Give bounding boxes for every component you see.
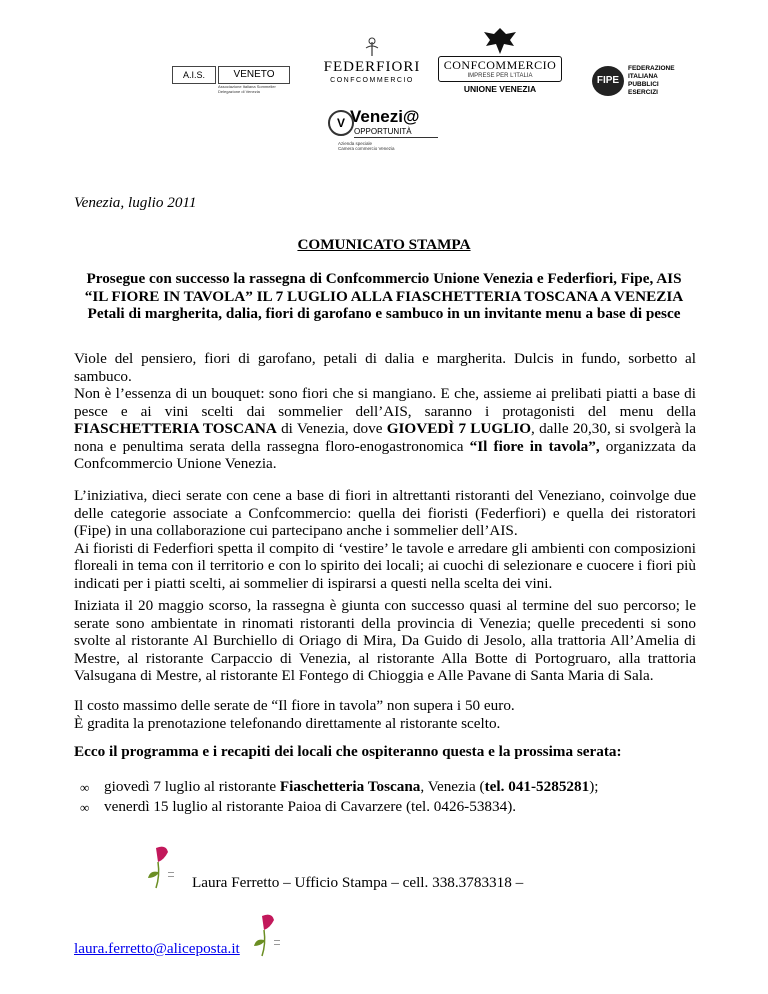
subhead-line: “IL FIORE IN TAVOLA” IL 7 LUGLIO ALLA FIASCHETTERIA TOSCANA A VENEZIA [84,287,684,305]
ais-logo-sub1: Associazione Italiana Sommelier [218,84,276,89]
fipe-logo-line: PUBBLICI [628,81,659,88]
press-office-signature: Laura Ferretto – Ufficio Stampa – cell. 338.3783318 – [192,874,524,891]
fipe-logo-title: FIPE [592,66,624,96]
ais-logo-sub2: Delegazione di Venezia [218,89,260,94]
confcommercio-logo-sub: IMPRESE PER L'ITALIA [467,73,533,79]
subhead-line: Petali di margherita, dalia, fiori di garofano e sambuco in un invitante menu a base di pesce [87,305,681,322]
paragraph-text: È gradita la prenotazione telefonando direttamente al ristorante scelto. [74,714,501,732]
restaurant-name: FIASCHETTERIA TOSCANA [74,420,277,437]
eagle-icon [482,26,518,56]
federfiori-logo [320,36,424,92]
paragraph-text: Iniziata il 20 maggio scorso, la rassegna è giunta con successo quasi al termine del suo percorso; le serate sono ambientate in rinomati ristoranti della provincia di Venezia; quelle precedenti si sono svolte al ristorante Al Burchiello di Oriago di Mira, Da Guido di Jesolo, alla trattoria All’Amelia di Mestre, al ristorante Carpaccio di Venezia, al ristorante Alla Botte di Portogruaro, alla trattoria Valsugana di Mestre, al ristorante El Fontego di Chioggia e Alle Pavane di Santa Maria di Sala. [74,597,696,684]
program-item [104,778,599,796]
ais-logo-title: A.I.S. [172,66,216,84]
program-item-text: , Venezia ( [420,778,485,795]
ais-logo-region: VENETO [218,66,290,84]
venezia-logo-title: Venezi@ [350,107,420,126]
paragraph-text: di Venezia, dove [276,420,387,437]
paragraph-history [74,597,696,685]
fipe-logo-line: FEDERAZIONE [628,65,675,72]
calla-flower-image [252,910,282,958]
paragraph-text: , dalle 20,30, si svolgerà la nona e penultima serata della rassegna floro-enogastronomica [74,420,697,455]
infinity-bullet-icon: ∞ [80,800,90,815]
venezia-opportunita-logo [328,108,442,156]
dateline: Venezia, luglio 2011 [74,194,197,211]
subheads [0,270,768,323]
program-item-text: venerdì 15 luglio al ristorante Paioa di Cavarzere (tel. 0426-53834). [104,798,517,815]
program-item-phone: tel. 041-5285281 [484,778,590,795]
paragraph-text: organizzata da Confcommercio Unione Venezia. [74,437,696,472]
paragraph-initiative [74,487,696,592]
program-title: Ecco il programma e i recapiti dei locali che ospiteranno questa e la prossima serata: [74,743,622,760]
infinity-bullet-icon: ∞ [80,780,90,795]
federfiori-logo-title: FEDERFIORI [323,59,421,75]
federfiori-logo-sub: CONFCOMMERCIO [330,77,414,84]
event-name: “Il fiore in tavola”, [469,437,600,455]
program-item-restaurant: Fiaschetteria Toscana [279,778,421,795]
program-item-text: giovedì 7 luglio al ristorante [104,778,280,795]
email-link[interactable]: laura.ferretto@aliceposta.it [74,940,240,957]
subhead-line: Prosegue con successo la rassegna di Confcommercio Unione Venezia e Federfiori, Fipe, AIS [86,270,682,287]
confcommercio-logo [438,26,562,98]
confcommercio-logo-title: CONFCOMMERCIO [443,58,557,72]
fipe-logo-line: ITALIANA [628,73,658,80]
paragraph-text: Non è l’essenza di un bouquet: sono fiori che si mangiano. E che, assieme ai prelibati piatti a base di pesce e ai vini scelti dai sommelier dell’AIS, saranno i protagonisti del menu della [74,385,696,420]
venezia-logo-sub2: Camera commercio Venezia [338,146,395,151]
program-item [104,798,516,816]
venezia-logo-tag: OPPORTUNITÀ [354,127,438,138]
program-item-text: ); [589,778,599,795]
v-mark-icon: V [328,110,354,136]
confcommercio-logo-unit: UNIONE VENEZIA [463,84,537,94]
paragraph-text: Viole del pensiero, fiori di garofano, petali di dalia e margherita. Dulcis in fundo, sorbetto al sambuco. [74,350,696,385]
paragraph-text: Ai fioristi di Federfiori spetta il compito di ‘vestire’ le tavole e arredare gli ambienti con composizioni floreali in tema con il territorio e con lo spirito dei locali; ai cuochi di selezionare e cuocere i fiori più indicati per i piatti scelti, ai sommelier di ispirarsi a questi nella scelta dei vini. [74,539,696,592]
fipe-logo-line: ESERCIZI [628,89,658,96]
event-date: GIOVEDÌ 7 LUGLIO [386,420,532,437]
press-release-heading: COMUNICATO STAMPA [297,236,471,253]
ais-veneto-logo [172,62,294,96]
paragraph-text: Il costo massimo delle serate de “Il fiore in tavola” non supera i 50 euro. [74,697,515,714]
fipe-logo [592,62,676,100]
calla-flower-image [146,842,176,890]
paragraph-text: L’iniziativa, dieci serate con cene a base di fiori in altrettanti ristoranti del Veneziano, coinvolge due delle categorie associate a Confcommercio: quella dei fioristi (Federfiori) e quella dei ristoratori (Fipe) in una collaborazione cui partecipano anche i sommelier dell’AIS. [74,487,696,539]
flower-icon [320,36,424,58]
paragraph-intro [74,350,696,473]
venezia-logo-sub1: Azienda speciale [338,141,373,146]
paragraph-cost [74,697,696,732]
